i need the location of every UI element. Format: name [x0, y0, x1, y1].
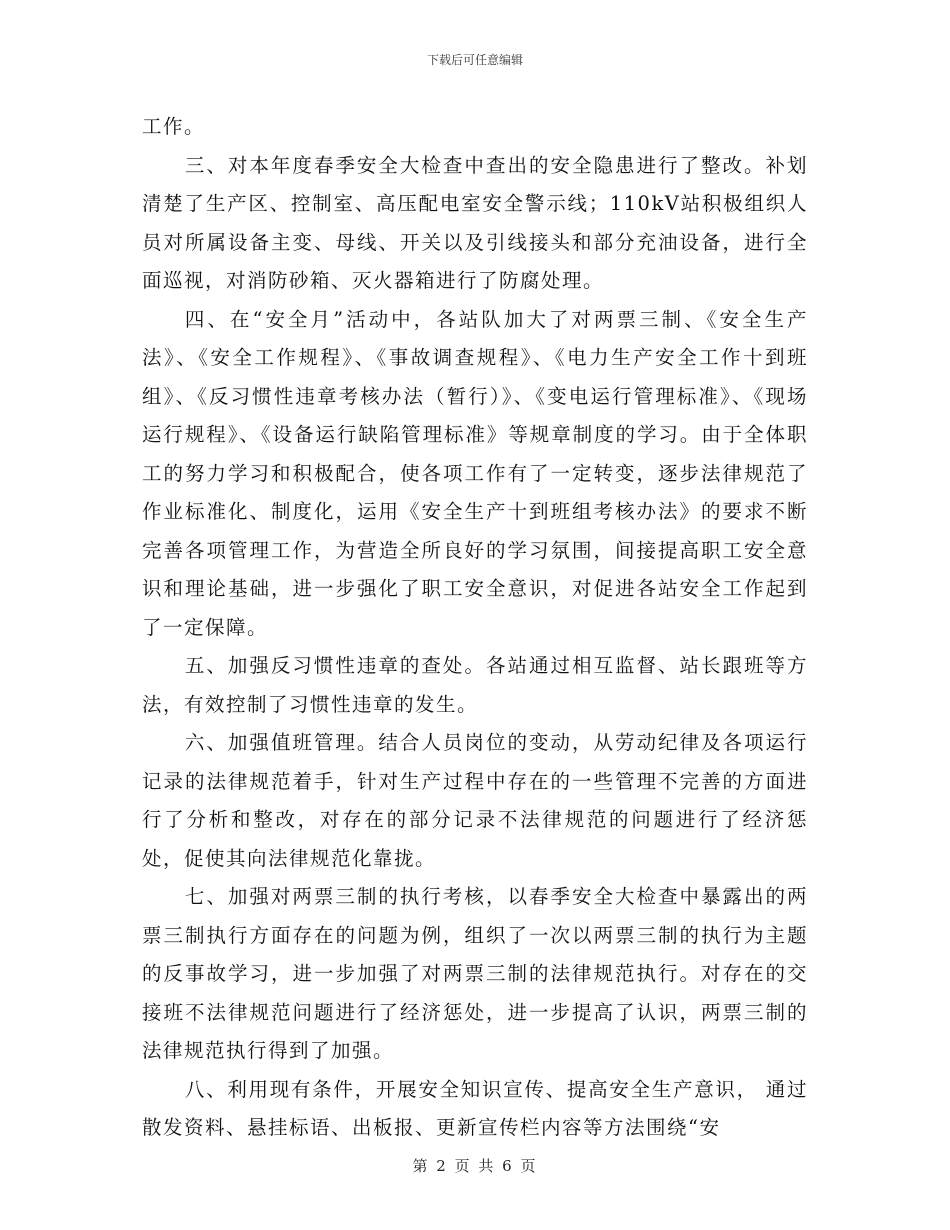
page-number: 第 2 页 共 6 页 [412, 1157, 538, 1175]
paragraph-item-5: 五、加强反习惯性违章的查处。各站通过相互监督、站长跟班等方法，有效控制了习惯性违章的发生。 [142, 654, 808, 716]
page-header: 下载后可任意编辑 [426, 53, 523, 67]
paragraph-item-6: 六、加强值班管理。结合人员岗位的变动，从劳动纪律及各项运行记录的法律规范着手，针对生产过程中存在的一些管理不完善的方面进行了分析和整改，对存在的部分记录不法律规范的问题进行了经济惩处，促使其向法律规范化靠拢。 [142, 731, 808, 870]
document-body [142, 108, 808, 1148]
paragraph-continuation: 工作。 [142, 115, 206, 138]
paragraph-item-8: 八、利用现有条件，开展安全知识宣传、提高安全生产意识， 通过散发资料、悬挂标语、出板报、更新宣传栏内容等方法围绕“安 [142, 1077, 808, 1139]
paragraph-item-4: 四、在“安全月”活动中，各站队加大了对两票三制、《安全生产法》、《安全工作规程》、《事故调查规程》、《电力生产安全工作十到班组》、《反习惯性违章考核办法（暂行）》、《变电运行管理标准》、《现场运行规程》、《设备运行缺陷管理标准》等规章制度的学习。由于全体职工的努力学习和积极配合，使各项工作有了一定转变，逐步法律规范了作业标准化、制度化，运用《安全生产十到班组考核办法》的要求不断完善各项管理工作，为营造全所良好的学习氛围，间接提高职工安全意识和理论基础，进一步强化了职工安全意识，对促进各站安全工作起到了一定保障。 [142, 307, 808, 639]
paragraph-item-7: 七、加强对两票三制的执行考核，以春季安全大检查中暴露出的两票三制执行方面存在的问题为例，组织了一次以两票三制的执行为主题的反事故学习，进一步加强了对两票三制的法律规范执行。对存在的交接班不法律规范问题进行了经济惩处，进一步提高了认识，两票三制的法律规范执行得到了加强。 [142, 885, 808, 1062]
paragraph-item-3: 三、对本年度春季安全大检查中查出的安全隐患进行了整改。补划清楚了生产区、控制室、高压配电室安全警示线；110kV站积极组织人员对所属设备主变、母线、开关以及引线接头和部分充油设备，进行全面巡视，对消防砂箱、灭火器箱进行了防腐处理。 [142, 153, 808, 292]
